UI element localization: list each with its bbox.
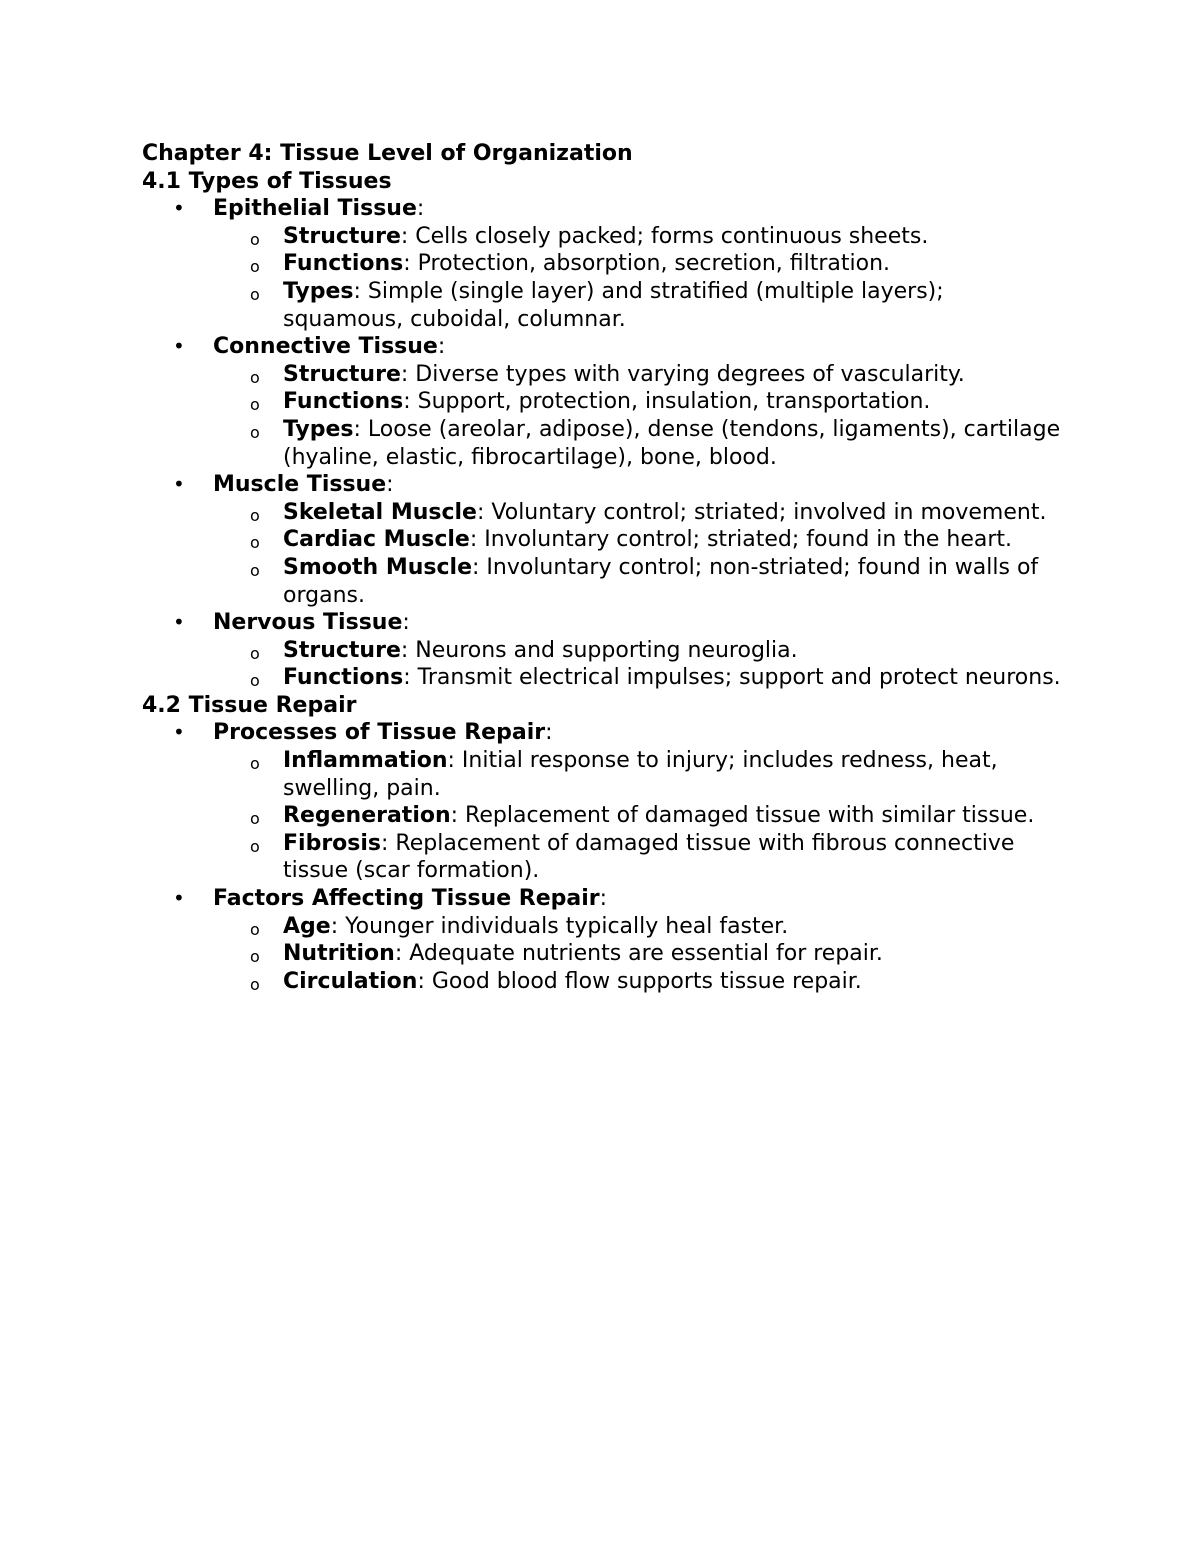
detail-item	[250, 830, 1062, 885]
bullet-icon: •	[173, 196, 185, 221]
circle-bullet-icon: o	[250, 671, 260, 691]
topic-item	[173, 195, 1062, 333]
detail-list	[213, 499, 1062, 609]
circle-bullet-icon: o	[250, 560, 260, 580]
circle-bullet-icon: o	[250, 229, 260, 249]
detail-text: : Protection, absorption, secretion, filtration.	[403, 251, 891, 277]
circle-bullet-icon: o	[250, 947, 260, 967]
bullet-icon: •	[173, 472, 185, 497]
circle-bullet-icon: o	[250, 284, 260, 304]
detail-item	[250, 664, 1062, 692]
detail-text: : Replacement of damaged tissue with similar tissue.	[450, 803, 1035, 829]
detail-list	[213, 361, 1062, 471]
circle-bullet-icon: o	[250, 919, 260, 939]
detail-text: : Neurons and supporting neuroglia.	[400, 637, 798, 663]
circle-bullet-icon: o	[250, 367, 260, 387]
circle-bullet-icon: o	[250, 422, 260, 442]
detail-list	[213, 223, 1062, 333]
bullet-icon: •	[173, 610, 185, 635]
detail-term: Smooth Muscle	[283, 554, 472, 580]
detail-text: : Voluntary control; striated; involved in movement.	[476, 499, 1047, 525]
document-body	[142, 140, 1062, 995]
detail-text: : Good blood flow supports tissue repair.	[417, 968, 862, 994]
detail-list	[213, 747, 1062, 885]
detail-item	[250, 637, 1062, 665]
topic-colon: :	[437, 334, 446, 360]
detail-text: : Involuntary control; striated; found in the heart.	[469, 527, 1013, 553]
detail-item	[250, 278, 1062, 333]
bullet-icon: •	[173, 334, 185, 359]
detail-item	[250, 388, 1062, 416]
circle-bullet-icon: o	[250, 836, 260, 856]
detail-item	[250, 968, 1062, 996]
detail-item	[250, 416, 1062, 471]
detail-term: Skeletal Muscle	[283, 499, 477, 525]
detail-item	[250, 802, 1062, 830]
detail-item	[250, 940, 1062, 968]
topic-label: Nervous Tissue	[213, 610, 403, 636]
topic-list	[142, 195, 1062, 692]
topic-item	[173, 719, 1062, 885]
topic-list	[142, 719, 1062, 995]
detail-term: Structure	[283, 361, 401, 387]
topic-colon: :	[416, 196, 425, 222]
detail-item	[250, 913, 1062, 941]
detail-text: : Support, protection, insulation, transportation.	[403, 389, 931, 415]
topic-item	[173, 471, 1062, 609]
detail-text: : Loose (areolar, adipose), dense (tendons, ligaments), cartilage (hyaline, elastic, fibrocartilage), bone, blood.	[283, 416, 1061, 470]
detail-item	[250, 361, 1062, 389]
circle-bullet-icon: o	[250, 974, 260, 994]
section-heading: 4.1 Types of Tissues	[142, 168, 392, 194]
circle-bullet-icon: o	[250, 533, 260, 553]
bullet-icon: •	[173, 886, 185, 911]
detail-list	[213, 637, 1062, 692]
circle-bullet-icon: o	[250, 754, 260, 774]
detail-text: : Younger individuals typically heal faster.	[330, 913, 789, 939]
topic-colon: :	[599, 886, 608, 912]
detail-term: Circulation	[283, 968, 418, 994]
detail-item	[250, 526, 1062, 554]
section-heading: 4.2 Tissue Repair	[142, 692, 357, 718]
circle-bullet-icon: o	[250, 505, 260, 525]
topic-label: Epithelial Tissue	[213, 196, 417, 222]
detail-term: Fibrosis	[283, 830, 382, 856]
topic-label: Connective Tissue	[213, 334, 438, 360]
detail-text: : Cells closely packed; forms continuous sheets.	[400, 223, 929, 249]
topic-label: Processes of Tissue Repair	[213, 720, 546, 746]
bullet-icon: •	[173, 720, 185, 745]
detail-item	[250, 223, 1062, 251]
detail-item	[250, 499, 1062, 527]
detail-term: Functions	[283, 389, 404, 415]
topic-label: Muscle Tissue	[213, 472, 387, 498]
detail-list	[213, 913, 1062, 996]
detail-term: Types	[283, 278, 354, 304]
sections-container	[142, 168, 1062, 996]
detail-term: Functions	[283, 665, 404, 691]
topic-label: Factors Affecting Tissue Repair	[213, 886, 600, 912]
detail-text: : Transmit electrical impulses; support and protect neurons.	[403, 665, 1061, 691]
detail-text: : Adequate nutrients are essential for repair.	[394, 941, 883, 967]
circle-bullet-icon: o	[250, 257, 260, 277]
detail-term: Structure	[283, 223, 401, 249]
detail-text: : Initial response to injury; includes redness, heat, swelling, pain.	[283, 748, 998, 801]
detail-item	[250, 747, 1062, 802]
chapter-title: Chapter 4: Tissue Level of Organization	[142, 141, 633, 166]
detail-term: Functions	[283, 251, 404, 277]
topic-item	[173, 609, 1062, 692]
topic-item	[173, 333, 1062, 471]
circle-bullet-icon: o	[250, 809, 260, 829]
detail-text: : Diverse types with varying degrees of vascularity.	[400, 361, 965, 387]
detail-term: Age	[283, 913, 331, 939]
detail-term: Structure	[283, 637, 401, 663]
detail-term: Types	[283, 416, 354, 442]
topic-colon: :	[402, 610, 410, 636]
topic-colon: :	[545, 720, 553, 746]
circle-bullet-icon: o	[250, 395, 260, 415]
detail-item	[250, 554, 1062, 609]
topic-colon: :	[386, 472, 394, 498]
detail-text: : Simple (single layer) and stratified (multiple layers); squamous, cuboidal, columnar.	[283, 278, 944, 332]
detail-item	[250, 250, 1062, 278]
detail-term: Regeneration	[283, 803, 451, 829]
detail-text: : Replacement of damaged tissue with fibrous connective tissue (scar formation).	[283, 830, 1015, 884]
detail-text: : Involuntary control; non-striated; found in walls of organs.	[283, 554, 1039, 608]
detail-term: Cardiac Muscle	[283, 527, 470, 553]
detail-term: Nutrition	[283, 941, 395, 967]
circle-bullet-icon: o	[250, 643, 260, 663]
detail-term: Inflammation	[283, 748, 448, 774]
topic-item	[173, 885, 1062, 995]
